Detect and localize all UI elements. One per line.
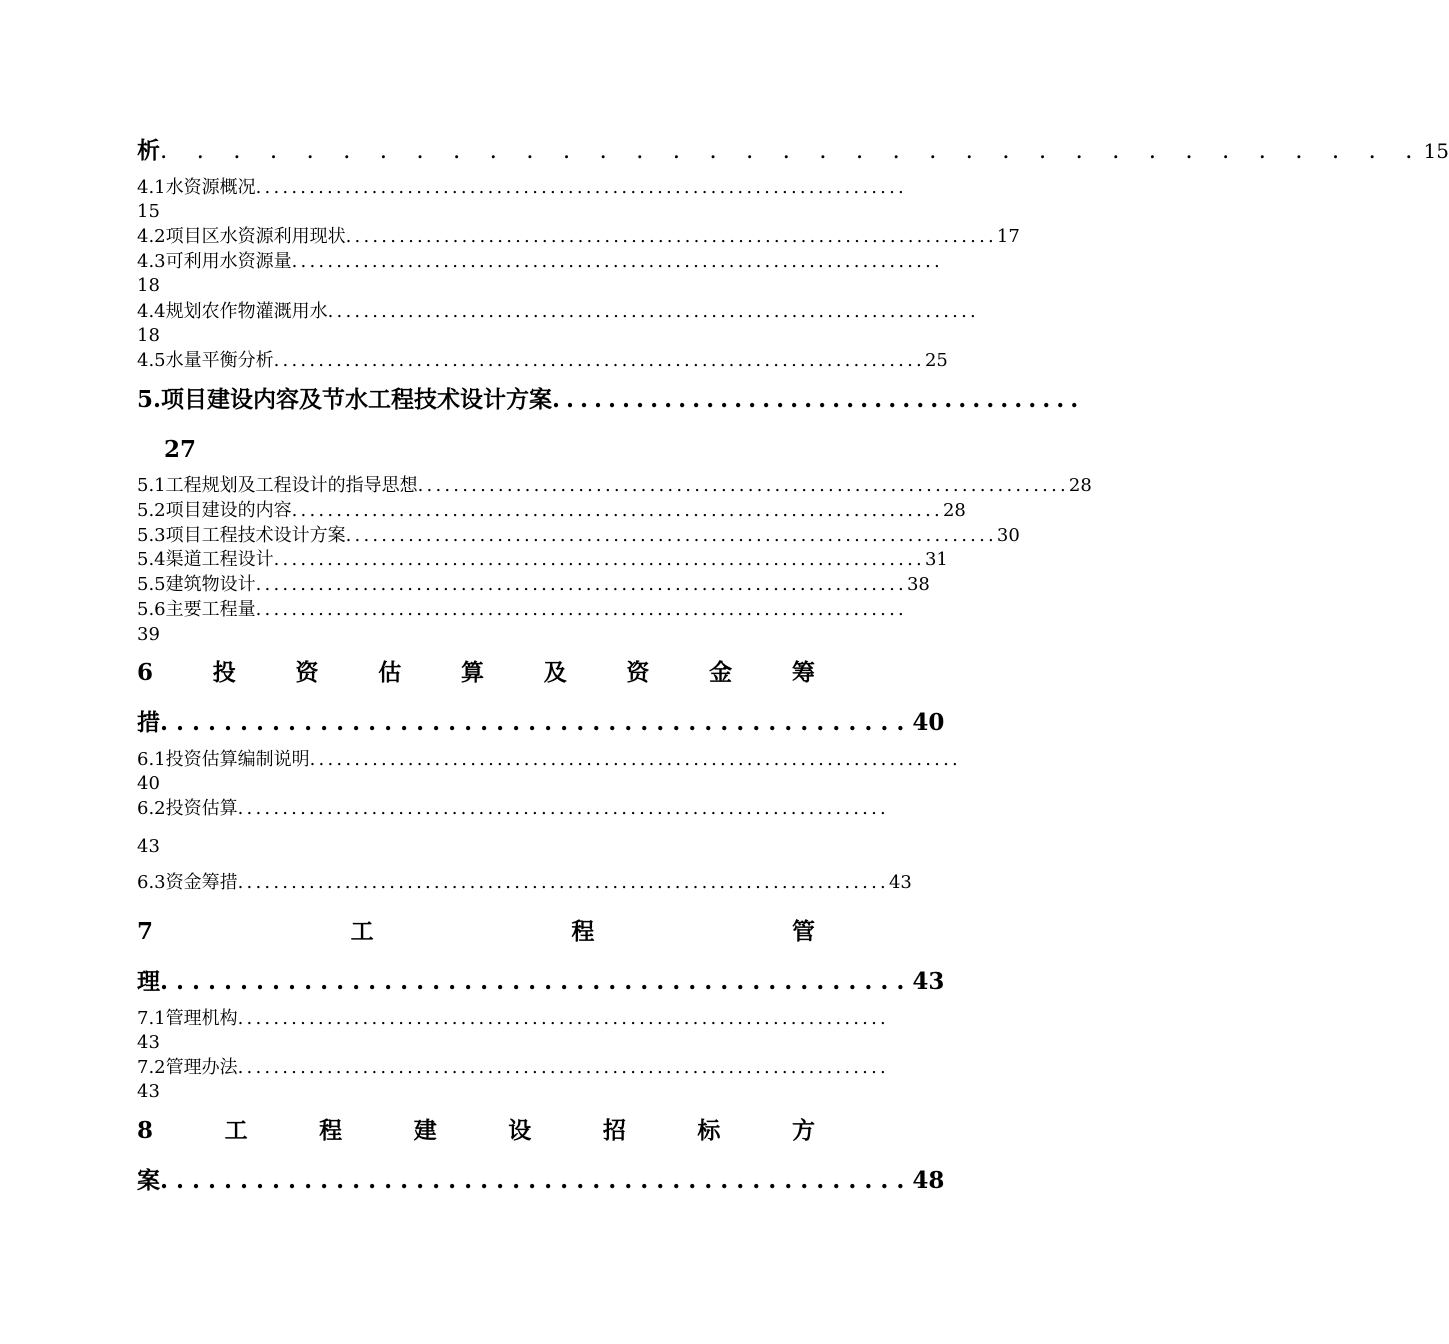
toc-leader-dots: .........................................................................	[345, 226, 997, 247]
toc-page-number: 17	[996, 226, 1020, 247]
toc-entry-title: 理	[137, 968, 160, 995]
toc-entry-title: 7.1管理机构	[137, 1008, 238, 1029]
toc-leader-dots: .........................................................................	[291, 500, 943, 521]
heading-word: 建	[413, 1117, 437, 1144]
toc-page-number: 43	[137, 1032, 160, 1053]
toc-section-heading[interactable]	[137, 385, 1085, 415]
toc-leader-dots: . . . . . . . . . . . . . . . . . . . . . . . . . . . . . . . . . . .	[160, 138, 1424, 164]
toc-leader-dots: ...............................................	[160, 1167, 913, 1194]
toc-entry[interactable]	[137, 574, 930, 596]
toc-page-number: 39	[137, 624, 160, 645]
heading-word: 金	[709, 659, 733, 686]
toc-entry[interactable]	[137, 251, 943, 273]
toc-entry[interactable]	[137, 301, 979, 323]
toc-page-number: 43	[137, 1081, 160, 1102]
toc-page-number: 27	[164, 436, 197, 463]
toc-page-number: 18	[137, 275, 160, 296]
toc-page-number: 31	[924, 549, 948, 570]
toc-leader-dots: ......................................	[552, 386, 1085, 413]
toc-entry[interactable]	[137, 798, 889, 820]
toc-entry-title: 5.6主要工程量	[137, 599, 256, 620]
heading-word: 及	[543, 659, 567, 686]
toc-entry-title: 4.3可利用水资源量	[137, 251, 292, 272]
toc-entry[interactable]	[137, 1057, 889, 1079]
heading-word: 程	[319, 1117, 343, 1144]
toc-leader-dots: .........................................................................	[309, 749, 961, 770]
toc-section-heading[interactable]	[137, 658, 815, 688]
heading-word: 标	[697, 1117, 721, 1144]
toc-entry[interactable]	[137, 500, 966, 522]
heading-word: 资	[626, 659, 650, 686]
toc-page-number: 40	[137, 773, 160, 794]
toc-entry[interactable]	[137, 708, 945, 738]
toc-page-number: 43	[137, 836, 160, 857]
toc-entry[interactable]	[137, 136, 1449, 166]
toc-page-number: 40	[912, 709, 945, 736]
toc-entry-title: 5.4渠道工程设计	[137, 549, 274, 570]
toc-leader-dots: .........................................................................	[237, 872, 889, 893]
toc-entry-title: 5.1工程规划及工程设计的指导思想	[137, 475, 418, 496]
heading-word: 7	[137, 918, 154, 945]
toc-entry[interactable]	[137, 226, 1020, 248]
toc-entry-title: 7.2管理办法	[137, 1057, 238, 1078]
toc-leader-dots: .........................................................................	[291, 251, 943, 272]
toc-page-number: 30	[996, 525, 1020, 546]
toc-section-heading[interactable]	[137, 917, 815, 947]
heading-word: 资	[295, 659, 319, 686]
toc-leader-dots: .........................................................................	[255, 574, 907, 595]
toc-leader-dots: .........................................................................	[255, 177, 907, 198]
toc-entry-title: 5.项目建设内容及节水工程技术设计方案	[137, 386, 553, 413]
toc-entry[interactable]	[137, 177, 907, 199]
toc-entry[interactable]	[137, 872, 912, 894]
toc-entry-title: 4.1水资源概况	[137, 177, 256, 198]
toc-page-number: 18	[137, 325, 160, 346]
toc-page-number: 38	[906, 574, 930, 595]
toc-entry[interactable]	[137, 525, 1020, 547]
toc-entry[interactable]	[137, 599, 907, 621]
toc-page-number: 43	[912, 968, 945, 995]
heading-word: 6	[137, 659, 154, 686]
toc-entry[interactable]	[137, 749, 961, 771]
heading-word: 8	[137, 1117, 154, 1144]
toc-entry-title: 5.2项目建设的内容	[137, 500, 292, 521]
heading-word: 方	[791, 1117, 815, 1144]
heading-word: 投	[212, 659, 236, 686]
toc-page-number: 28	[942, 500, 966, 521]
toc-page-number: 43	[888, 872, 912, 893]
heading-word: 估	[378, 659, 402, 686]
toc-leader-dots: .........................................................................	[327, 301, 979, 322]
toc-leader-dots: ...............................................	[160, 968, 913, 995]
toc-entry-title: 5.5建筑物设计	[137, 574, 256, 595]
heading-word: 管	[791, 918, 815, 945]
heading-word: 筹	[791, 659, 815, 686]
toc-entry-title: 6.1投资估算编制说明	[137, 749, 310, 770]
toc-entry[interactable]	[137, 549, 948, 571]
toc-entry-title: 6.2投资估算	[137, 798, 238, 819]
toc-leader-dots: .........................................................................	[417, 475, 1069, 496]
toc-entry[interactable]	[137, 967, 945, 997]
toc-leader-dots: .........................................................................	[237, 1057, 889, 1078]
toc-page-number: 15	[1423, 139, 1449, 163]
toc-entry-title: 4.5水量平衡分析	[137, 350, 274, 371]
toc-leader-dots: ...............................................	[160, 709, 913, 736]
toc-entry-title: 案	[137, 1167, 160, 1194]
toc-page-number: 15	[137, 201, 160, 222]
toc-leader-dots: .........................................................................	[273, 350, 925, 371]
toc-entry[interactable]	[137, 350, 948, 372]
toc-leader-dots: .........................................................................	[237, 1008, 889, 1029]
toc-leader-dots: .........................................................................	[237, 798, 889, 819]
heading-word: 设	[508, 1117, 532, 1144]
toc-entry-title: 4.4规划农作物灌溉用水	[137, 301, 328, 322]
toc-leader-dots: .........................................................................	[255, 599, 907, 620]
toc-section-heading[interactable]	[137, 1116, 815, 1146]
toc-page-number: 25	[924, 350, 948, 371]
heading-word: 工	[224, 1117, 248, 1144]
heading-word: 算	[460, 659, 484, 686]
toc-entry[interactable]	[137, 1166, 945, 1196]
toc-entry-title: 析	[137, 137, 160, 164]
heading-word: 程	[571, 918, 595, 945]
toc-entry[interactable]	[137, 1008, 889, 1030]
heading-word: 招	[602, 1117, 626, 1144]
toc-entry-title: 6.3资金筹措	[137, 872, 238, 893]
heading-word: 工	[350, 918, 374, 945]
toc-entry-title: 措	[137, 709, 160, 736]
toc-page-number: 48	[912, 1167, 945, 1194]
toc-entry[interactable]	[137, 475, 1092, 497]
toc-entry-title: 4.2项目区水资源利用现状	[137, 226, 346, 247]
toc-leader-dots: .........................................................................	[273, 549, 925, 570]
toc-leader-dots: .........................................................................	[345, 525, 997, 546]
toc-page-number: 28	[1068, 475, 1092, 496]
toc-entry-title: 5.3项目工程技术设计方案	[137, 525, 346, 546]
